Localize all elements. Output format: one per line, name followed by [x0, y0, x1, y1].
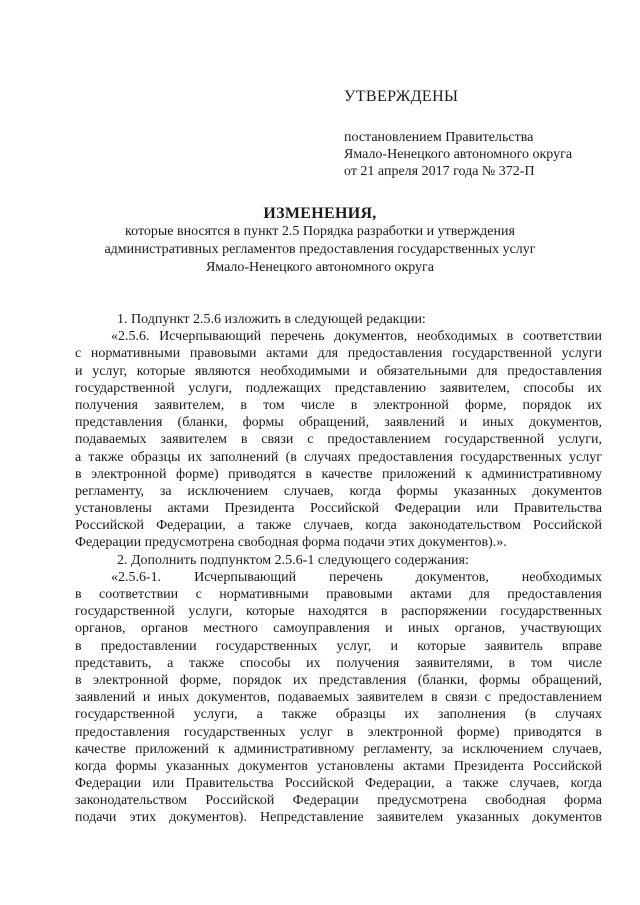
body-line: установлены актами Президента Российской Федерации или Правительства: [75, 501, 602, 517]
body-line: в электронной форме, порядок их представления (бланки, формы обращений,: [75, 672, 602, 688]
body-line: 2. Дополнить подпунктом 2.5.6-1 следующего содержания:: [117, 552, 469, 568]
decree-reference: [344, 129, 572, 180]
body-line: а также образцы их заполнений (в случаях предоставления государственных услуг: [75, 449, 602, 465]
body-line: качестве приложений к административному регламенту, за исключением случаев,: [75, 741, 602, 757]
document-body: [75, 311, 602, 827]
decree-line: от 21 апреля 2017 года № 372-П: [344, 164, 535, 179]
subtitle-line: административных регламентов предоставления государственных услуг: [104, 242, 536, 257]
body-line: в соответствии с нормативными правовыми актами для предоставления: [75, 587, 602, 602]
body-line: государственной услуги, подлежащих представлению заявителем, способы их: [75, 380, 602, 396]
body-line: органов, органов местного самоуправления и иных органов, участвующих: [75, 621, 602, 637]
body-line: когда формы указанных документов установлены актами Президента Российской: [75, 758, 602, 774]
body-line: Федерации предусмотрена свободная форма подачи этих документов).».: [75, 535, 507, 551]
body-line: подачи этих документов). Непредставление заявителем указанных документов: [75, 810, 602, 826]
body-line: и услуг, которые являются необходимыми и обязательными для предоставления: [75, 363, 602, 379]
body-line: Федерации или Правительства Российской Федерации, а также случаев, когда: [75, 776, 602, 792]
body-line: с нормативными правовыми актами для предоставления государственной услуги: [75, 346, 602, 362]
body-line: представления (бланки, формы обращений, заявлений и иных документов,: [75, 415, 602, 431]
body-line: в предоставлении государственных услуг, и которые заявитель вправе: [75, 638, 602, 654]
body-line: в электронной форме) приводятся в качестве приложений к административному: [75, 466, 602, 482]
body-line: «2.5.6. Исчерпывающий перечень документов, необходимых в соответствии: [111, 329, 602, 345]
body-line: Российской Федерации, а также случаев, когда законодательством Российской: [75, 518, 602, 534]
body-line: подаваемых заявителем в связи с предоставлением государственной услуги,: [75, 432, 602, 448]
body-line: представить, а также способы их получения заявителями, в том числе: [75, 655, 602, 671]
body-line: предоставления государственных услуг в электронной форме) приводятся в: [75, 724, 602, 740]
body-line: заявлений и иных документов, подаваемых заявителем в связи с предоставлением: [75, 690, 602, 706]
decree-line: Ямало-Ненецкого автономного округа: [344, 147, 573, 162]
body-line: государственной услуги, а также образцы их заполнения (в случаях: [75, 707, 602, 723]
subtitle-line: Ямало-Ненецкого автономного округа: [205, 260, 435, 275]
body-line: 1. Подпункт 2.5.6 изложить в следующей редакции:: [117, 312, 426, 327]
body-line: законодательством Российской Федерации предусмотрена свободная форма: [75, 793, 602, 809]
body-line: «2.5.6-1. Исчерпывающий перечень документов, необходимых: [111, 569, 602, 585]
body-line: регламенту, за исключением случаев, когда формы указанных документов: [75, 483, 602, 499]
document-subtitle: [70, 223, 570, 277]
document-title: ИЗМЕНЕНИЯ,: [263, 205, 377, 222]
subtitle-line: которые вносятся в пункт 2.5 Порядка разработки и утверждения: [125, 224, 515, 239]
decree-line: постановлением Правительства: [344, 130, 534, 145]
approved-stamp: УТВЕРЖДЕНЫ: [344, 88, 459, 105]
body-line: получения заявителем, в том числе в электронной форме, порядок их: [75, 397, 602, 413]
body-line: государственной услуги, которые находятся в распоряжении государственных: [75, 604, 602, 620]
